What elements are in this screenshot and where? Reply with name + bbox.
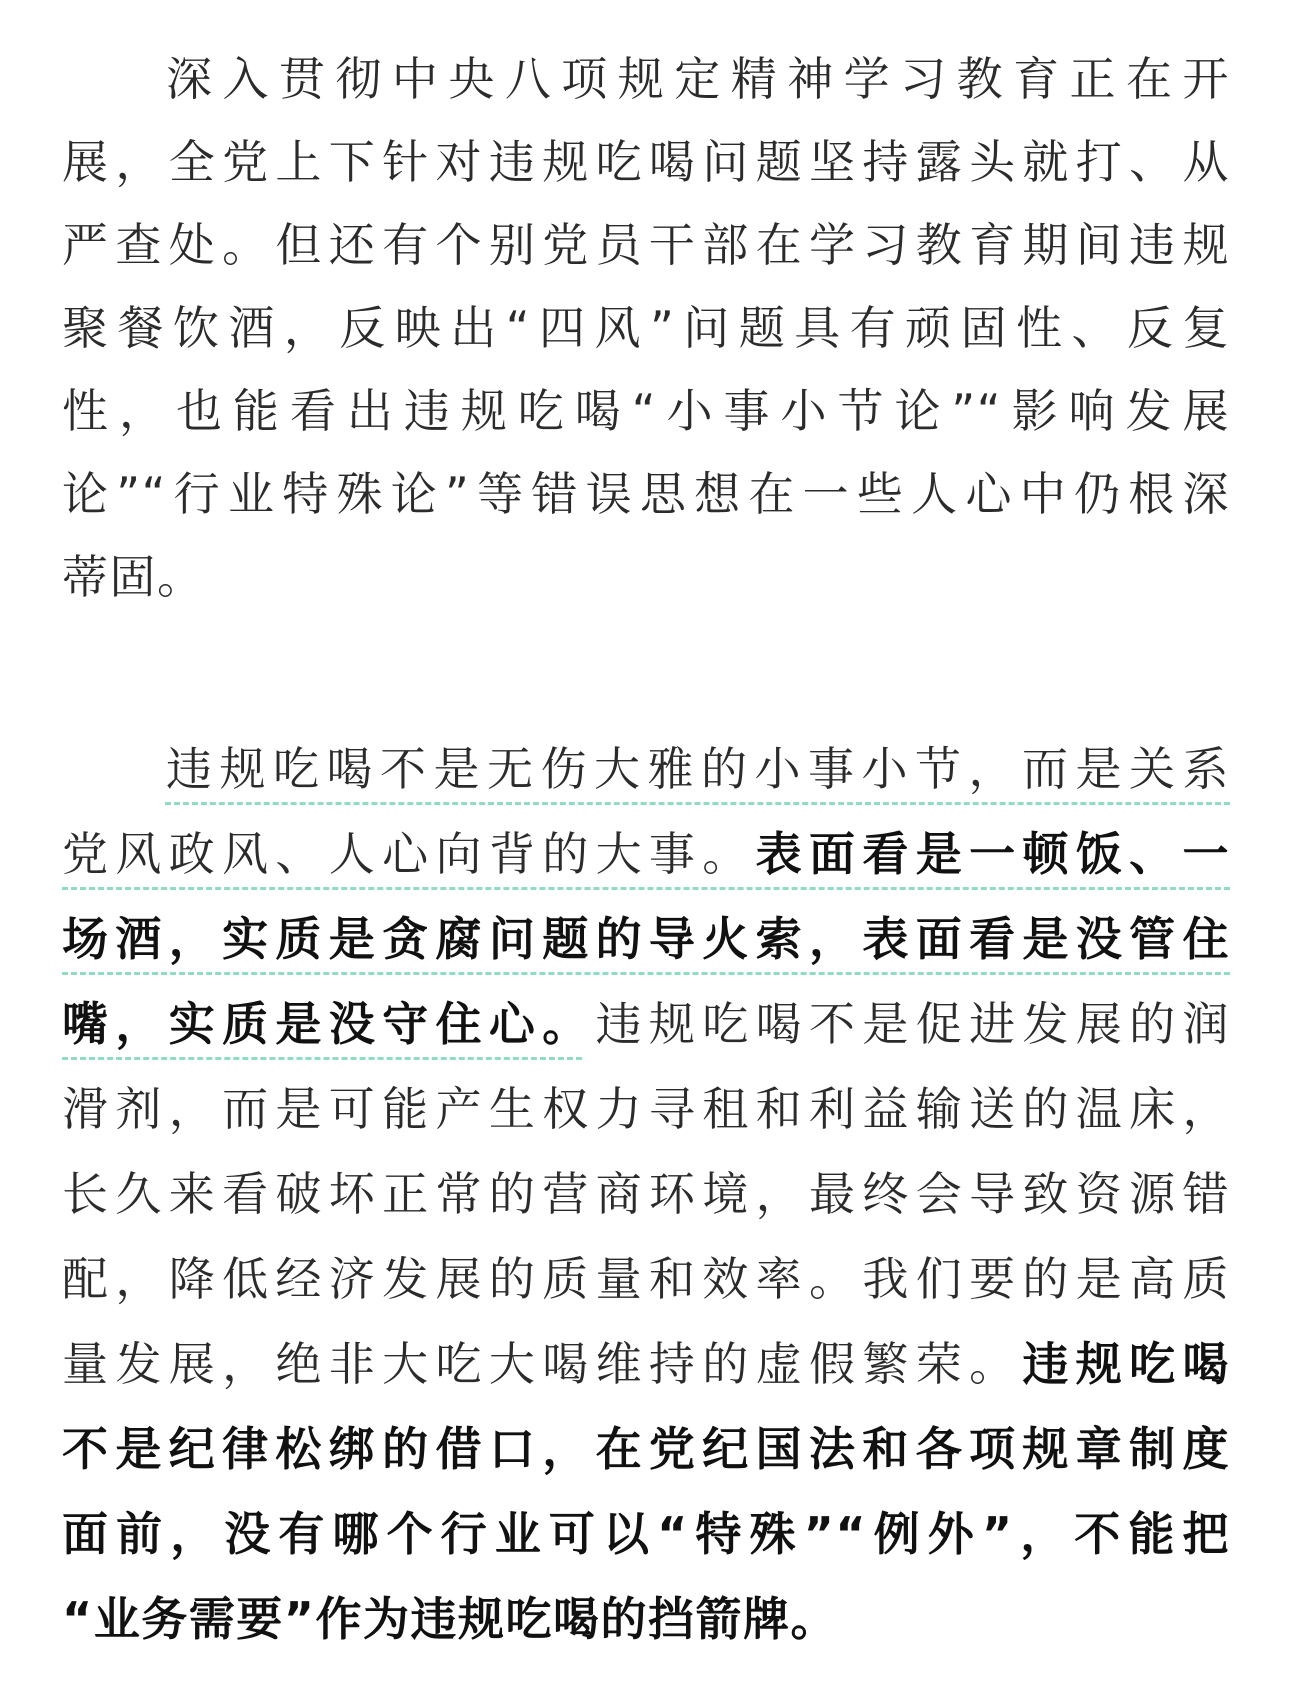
bold-text-run: 违规吃喝 — [1022, 1337, 1231, 1391]
highlight-underline — [165, 802, 1230, 805]
paragraph-line — [62, 284, 1230, 372]
bold-text-run: 不是纪律松绑的借口，在党纪国法和各项规章制度 — [62, 1422, 1230, 1476]
text-run: 论”“行业特殊论”等错误思想在一些人心中仍根深 — [62, 467, 1230, 521]
text-run: 长久来看破坏正常的营商环境，最终会导致资源错 — [62, 1167, 1230, 1221]
text-run: 违规吃喝不是无伤大雅的小事小节，而是关系 — [166, 742, 1230, 796]
bold-text-run: 面前，没有哪个行业可以“特殊”“例外”，不能把 — [62, 1507, 1230, 1561]
text-run: 聚餐饮酒，反映出“四风”问题具有顽固性、反复 — [62, 301, 1230, 355]
paragraph-line — [62, 1065, 1230, 1153]
paragraph-line — [62, 1235, 1230, 1323]
text-run: 滑剂，而是可能产生权力寻租和利益输送的温床， — [62, 1082, 1230, 1136]
paragraph-line — [62, 1320, 1230, 1408]
text-run: 严查处。但还有个别党员干部在学习教育期间违规 — [62, 218, 1230, 272]
text-run: 配，降低经济发展的质量和效率。我们要的是高质 — [62, 1252, 1230, 1306]
paragraph-line — [62, 1490, 1230, 1578]
bold-text-run: 表面看是一顿饭、一 — [755, 827, 1231, 881]
paragraph-line — [62, 895, 1230, 983]
highlight-underline — [62, 1057, 582, 1060]
text-run: 党风政风、人心向背的大事。 — [62, 827, 756, 881]
bold-text-run: 场酒，实质是贪腐问题的导火索，表面看是没管住 — [62, 912, 1230, 966]
text-run: 展，全党上下针对违规吃喝问题坚持露头就打、从 — [62, 135, 1230, 189]
paragraph-line — [62, 810, 1230, 898]
paragraph-line — [62, 1150, 1230, 1238]
paragraph-line — [62, 201, 1230, 289]
bold-text-run: “业务需要”作为违规吃喝的挡箭牌。 — [62, 1592, 838, 1646]
bold-text-run: 嘴，实质是没守住心。 — [62, 997, 596, 1051]
paragraph-line — [62, 725, 1230, 813]
paragraph-line — [62, 35, 1230, 123]
paragraph-line — [62, 450, 1230, 538]
text-run: 蒂固。 — [62, 550, 205, 604]
text-run: 性，也能看出违规吃喝“小事小节论”“影响发展 — [62, 384, 1230, 438]
paragraph-line — [62, 980, 1230, 1068]
text-run: 违规吃喝不是促进发展的润 — [595, 997, 1231, 1051]
text-run: 量发展，绝非大吃大喝维持的虚假繁荣。 — [62, 1337, 1023, 1391]
paragraph-line — [62, 533, 1230, 621]
paragraph-line — [62, 1575, 1230, 1663]
highlight-underline — [62, 972, 1230, 975]
paragraph-line — [62, 367, 1230, 455]
text-run: 深入贯彻中央八项规定精神学习教育正在开 — [166, 52, 1230, 106]
paragraph-line — [62, 1405, 1230, 1493]
paragraph-line — [62, 118, 1230, 206]
highlight-underline — [62, 887, 1230, 890]
